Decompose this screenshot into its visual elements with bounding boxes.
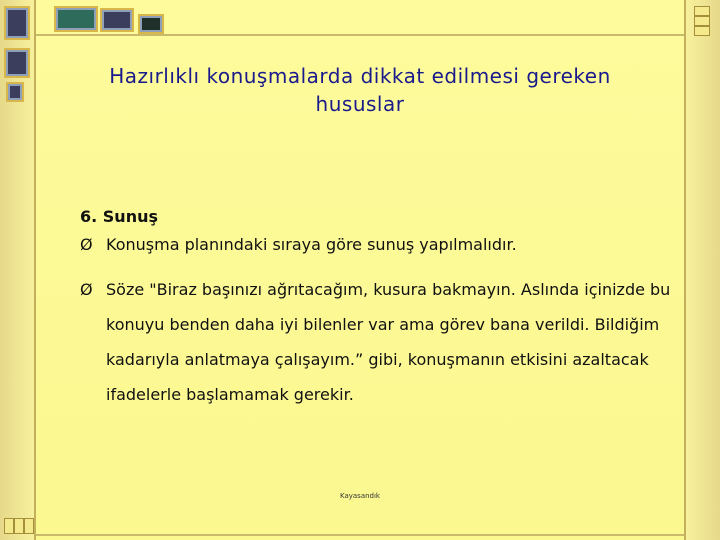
bullet-1 <box>80 227 680 262</box>
top-thumbnail-2-icon <box>100 8 134 32</box>
bottom-mini-3-icon <box>24 518 34 534</box>
bullet-1-text: Konuşma planındaki sıraya göre sunuş yapılmalıdır. <box>106 235 517 254</box>
top-thumbnail-1-icon <box>54 6 98 32</box>
left-thumbnail-1-icon <box>4 6 30 40</box>
bullet-2-text: Söze "Biraz başınızı ağrıtacağım, kusura bakmayın. Aslında içinizde bu konuyu benden daha iyi bilenler var ama görev bana verildi. Bildiğim kadarıyla anlatmaya çalışayım.” gibi, konuşmanın etkisini azaltacak ifadelerle başlamamak gerekir. <box>106 280 671 404</box>
bottom-mini-1-icon <box>4 518 14 534</box>
left-decorative-bar <box>0 0 36 540</box>
top-divider <box>36 34 684 36</box>
right-mini-3-icon <box>694 26 710 36</box>
right-decorative-bar <box>684 0 720 540</box>
bullet-arrow-icon: Ø <box>80 235 93 254</box>
bullet-arrow-icon: Ø <box>80 280 93 299</box>
left-thumbnail-3-icon <box>6 82 24 102</box>
right-mini-2-icon <box>694 16 710 26</box>
left-thumbnail-2-icon <box>4 48 30 78</box>
bottom-mini-2-icon <box>14 518 24 534</box>
footer-author: Kayasandık <box>339 492 380 500</box>
section-heading: 6. Sunuş <box>80 207 158 226</box>
bottom-divider <box>36 534 684 536</box>
slide-title: Hazırlıklı konuşmalarda dikkat edilmesi gereken hususlar <box>109 64 611 116</box>
right-mini-1-icon <box>694 6 710 16</box>
bullet-2 <box>80 272 680 412</box>
top-thumbnail-3-icon <box>138 14 164 34</box>
